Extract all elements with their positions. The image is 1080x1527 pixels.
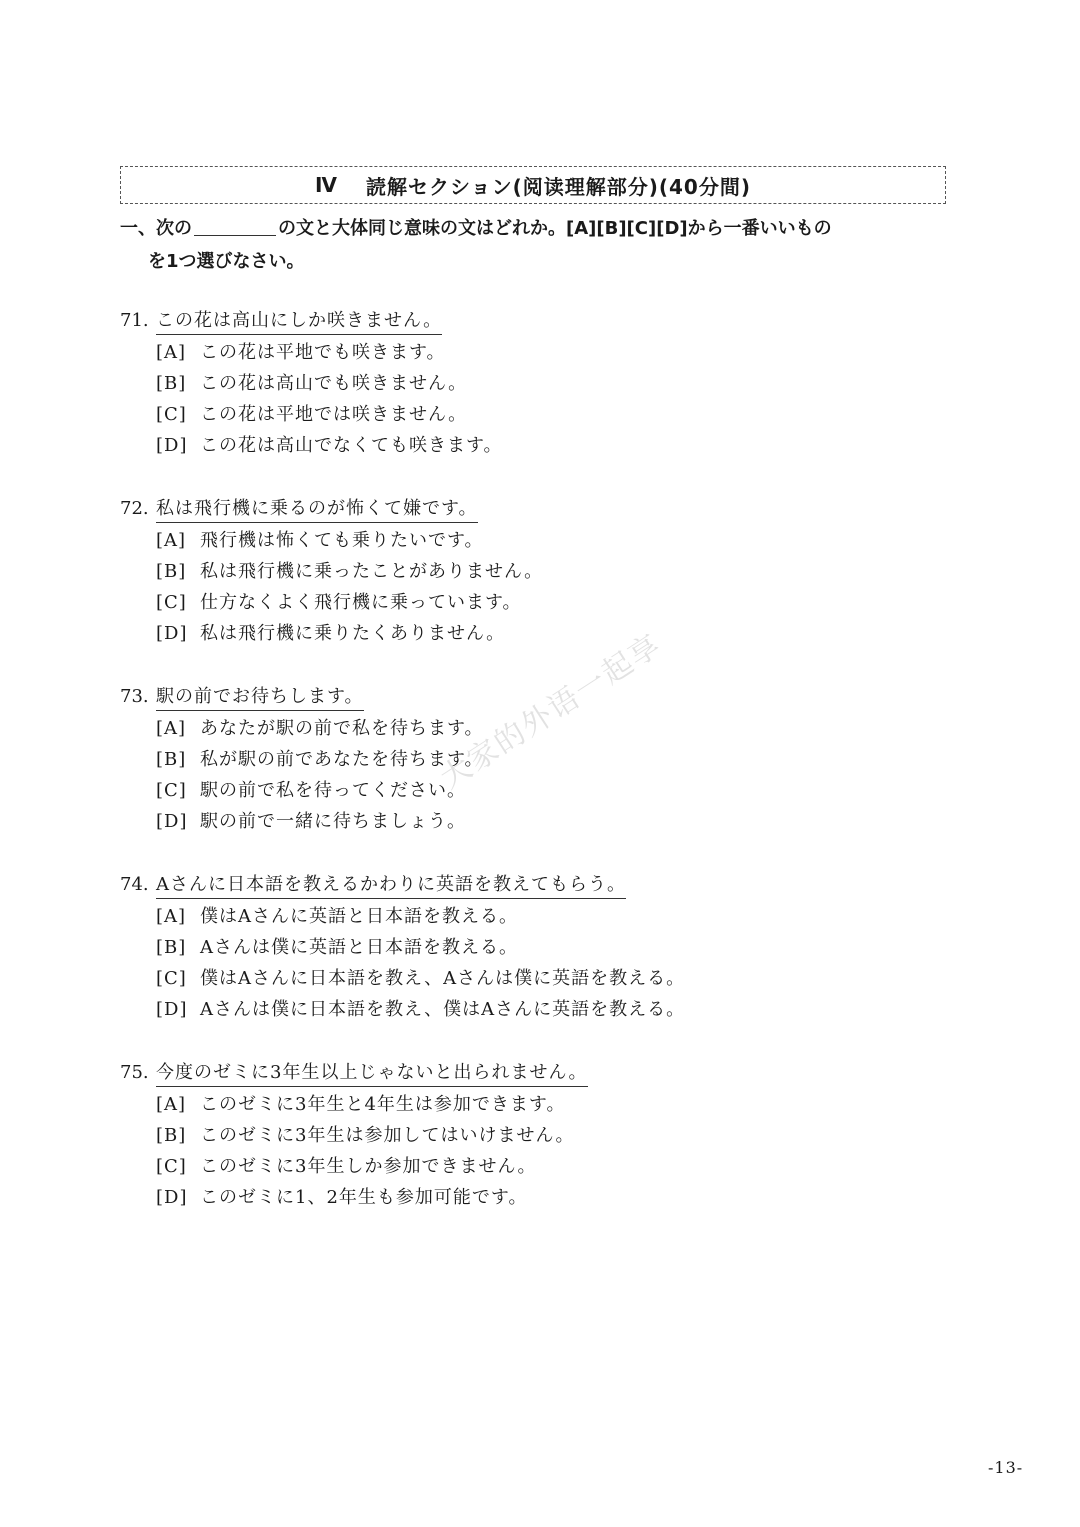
option-text: この花は高山でも咲きません。	[200, 373, 468, 394]
question-text: Aさんに日本語を教えるかわりに英語を教えてもらう。	[156, 873, 626, 899]
option-text: このゼミに3年生は参加してはいけません。	[200, 1125, 575, 1146]
question-text: 今度のゼミに3年生以上じゃないと出られません。	[156, 1061, 588, 1087]
option-text: この花は平地でも咲きます。	[200, 342, 446, 363]
watermark: 大家的外语一起享	[434, 627, 669, 797]
question-stem	[120, 497, 920, 525]
option-label: [B]	[156, 373, 187, 394]
question-number: 72.	[120, 498, 149, 519]
option-text: 私は飛行機に乗りたくありません。	[200, 623, 506, 644]
question-text: この花は高山にしか咲きません。	[156, 309, 442, 335]
option-text: Aさんは僕に日本語を教え、僕はAさんに英語を教える。	[200, 999, 686, 1020]
option-label: [C]	[156, 780, 187, 801]
option-label: [C]	[156, 968, 187, 989]
option-c	[120, 775, 920, 806]
option-a	[120, 901, 920, 932]
question-text: 私は飛行機に乗るのが怖くて嫌です。	[156, 497, 478, 523]
option-b	[120, 368, 920, 399]
option-a	[120, 525, 920, 556]
option-label: [D]	[156, 1187, 188, 1208]
question-74	[120, 873, 920, 1025]
option-text: この花は平地では咲きません。	[200, 404, 468, 425]
section-header	[120, 166, 946, 204]
page-number: -13-	[988, 1458, 1024, 1477]
option-b	[120, 932, 920, 963]
option-label: [D]	[156, 623, 188, 644]
option-label: [B]	[156, 937, 187, 958]
option-text: あなたが駅の前で私を待ちます。	[200, 718, 484, 739]
option-text: このゼミに3年生しか参加できません。	[200, 1156, 537, 1177]
section-number: Ⅳ	[315, 173, 338, 197]
option-label: [C]	[156, 592, 187, 613]
question-number: 73.	[120, 686, 149, 707]
option-c	[120, 587, 920, 618]
question-stem	[120, 1061, 920, 1089]
option-c	[120, 963, 920, 994]
instruction-blank	[194, 217, 276, 236]
option-text: この花は高山でなくても咲きます。	[200, 435, 503, 456]
option-d	[120, 430, 920, 461]
option-text: 私が駅の前であなたを待ちます。	[200, 749, 484, 770]
option-text: 仕方なくよく飛行機に乗っています。	[200, 592, 522, 613]
instruction	[120, 212, 960, 278]
option-label: [A]	[156, 530, 187, 551]
option-c	[120, 1151, 920, 1182]
option-label: [D]	[156, 999, 188, 1020]
option-d	[120, 618, 920, 649]
option-label: [B]	[156, 1125, 187, 1146]
option-text: 駅の前で私を待ってください。	[200, 780, 466, 801]
option-a	[120, 337, 920, 368]
question-number: 75.	[120, 1062, 149, 1083]
option-label: [A]	[156, 342, 187, 363]
option-label: [A]	[156, 718, 187, 739]
question-stem	[120, 873, 920, 901]
option-text: このゼミに1、2年生も参加可能です。	[200, 1187, 528, 1208]
instruction-part-b: の文と大体同じ意味の文はどれか。[A][B][C][D]から一番いいもの	[278, 218, 832, 239]
option-label: [A]	[156, 1094, 187, 1115]
option-d	[120, 994, 920, 1025]
option-text: 僕はAさんに英語と日本語を教える。	[200, 906, 518, 927]
option-text: 僕はAさんに日本語を教え、Aさんは僕に英語を教える。	[200, 968, 686, 989]
question-text: 駅の前でお待ちします。	[156, 685, 364, 711]
option-text: Aさんは僕に英語と日本語を教える。	[200, 937, 518, 958]
instruction-part-a: 一、次の	[120, 218, 192, 239]
option-b	[120, 556, 920, 587]
option-label: [C]	[156, 404, 187, 425]
section-title: 読解セクション(阅读理解部分)(40分間)	[365, 174, 751, 199]
question-75	[120, 1061, 920, 1213]
option-text: 私は飛行機に乗ったことがありません。	[200, 561, 544, 582]
option-label: [D]	[156, 811, 188, 832]
question-number: 71.	[120, 310, 149, 331]
option-a	[120, 1089, 920, 1120]
option-text: 飛行機は怖くても乗りたいです。	[200, 530, 484, 551]
question-71	[120, 309, 920, 461]
option-c	[120, 399, 920, 430]
option-label: [A]	[156, 906, 187, 927]
option-text: このゼミに3年生と4年生は参加できます。	[200, 1094, 566, 1115]
option-b	[120, 1120, 920, 1151]
option-label: [B]	[156, 561, 187, 582]
question-stem	[120, 309, 920, 337]
option-label: [B]	[156, 749, 187, 770]
option-label: [D]	[156, 435, 188, 456]
option-d	[120, 806, 920, 837]
option-label: [C]	[156, 1156, 187, 1177]
option-text: 駅の前で一緒に待ちましょう。	[200, 811, 466, 832]
question-number: 74.	[120, 874, 149, 895]
instruction-line-1	[120, 212, 960, 245]
instruction-line-2: を1つ選びなさい。	[148, 251, 305, 272]
question-72	[120, 497, 920, 649]
option-d	[120, 1182, 920, 1213]
